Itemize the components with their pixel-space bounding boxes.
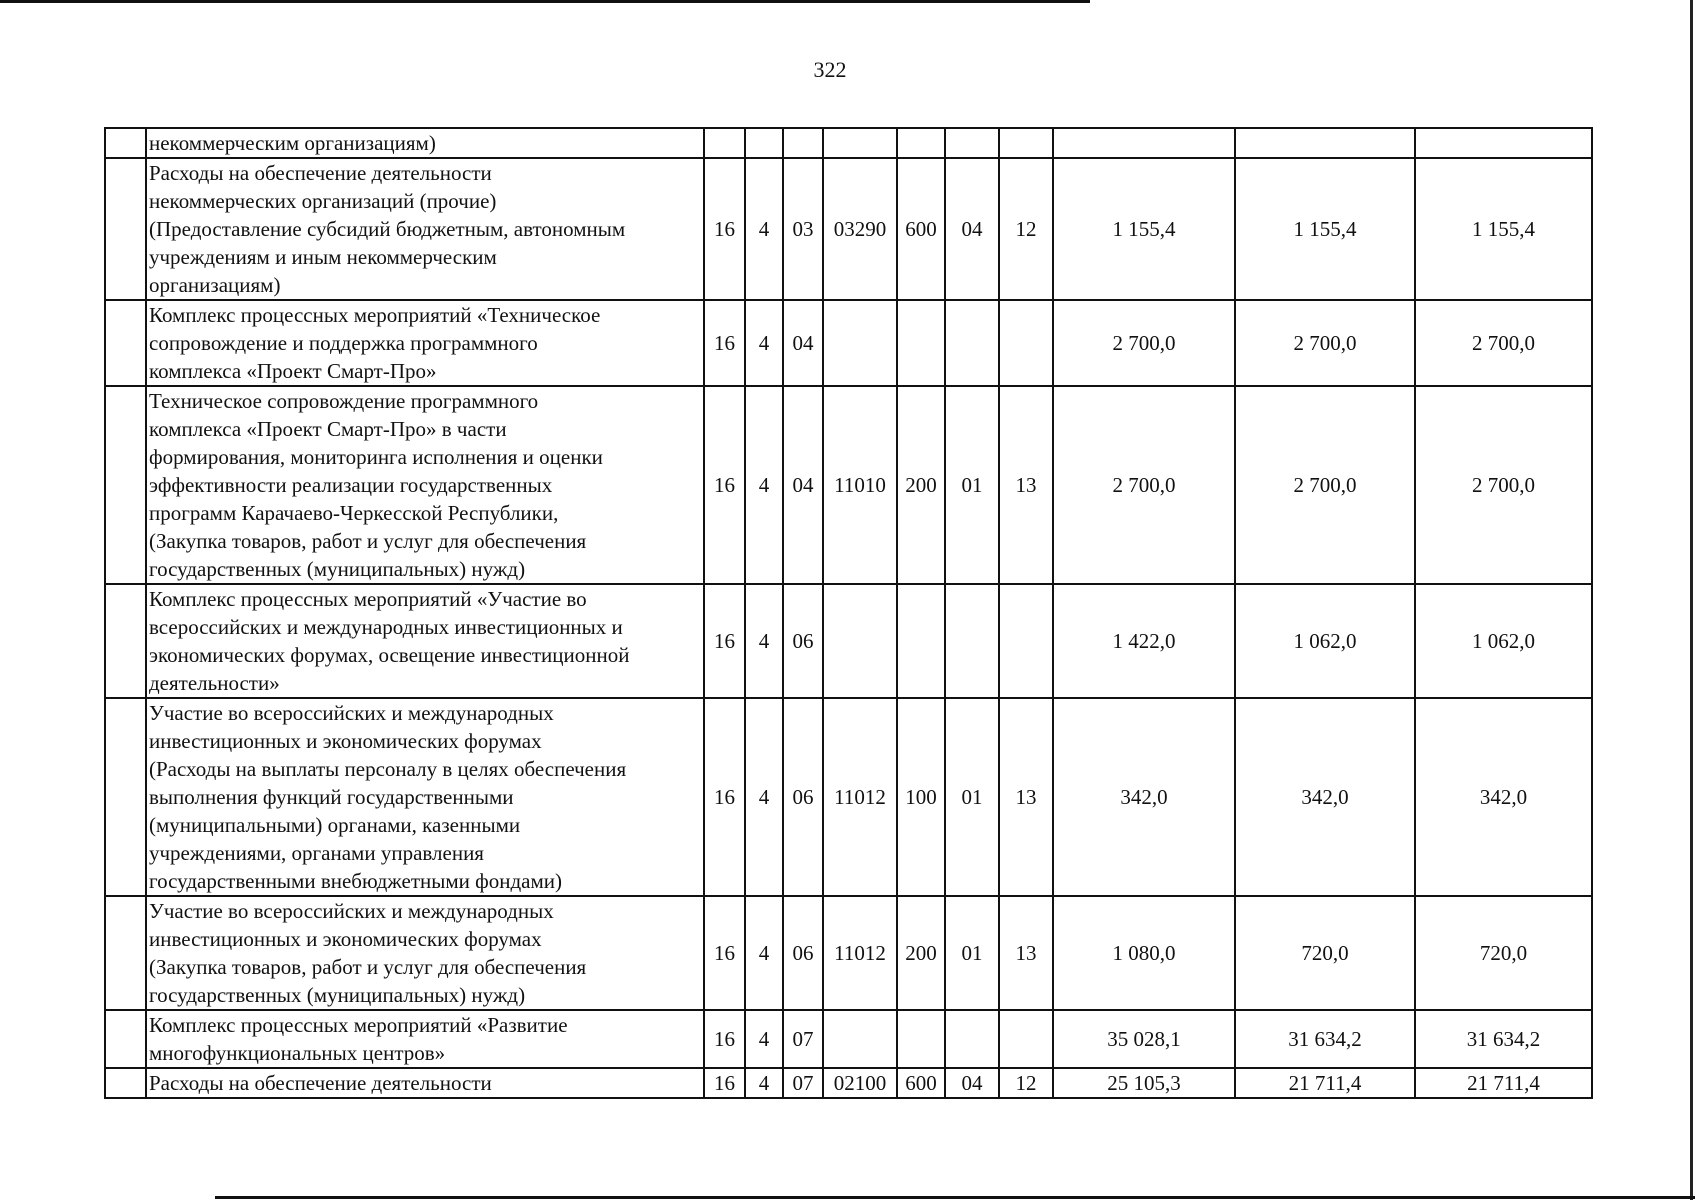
code-cell: 06 [783, 698, 823, 896]
code-cell [823, 1010, 897, 1068]
code-cell: 07 [783, 1068, 823, 1098]
amount-cell: 31 634,2 [1415, 1010, 1592, 1068]
code-cell: 04 [945, 158, 999, 300]
code-cell: 16 [704, 698, 745, 896]
row-number-cell [105, 158, 146, 300]
row-name: Комплекс процессных мероприятий «Техническое сопровождение и поддержка программного комплекса «Проект Смарт-Про» [146, 300, 704, 386]
amount-cell: 2 700,0 [1415, 386, 1592, 584]
page-number: 322 [813, 57, 847, 82]
code-cell [945, 300, 999, 386]
table-row [105, 1068, 1592, 1098]
scan-bottom-rule [215, 1196, 1695, 1199]
table-row [105, 584, 1592, 698]
code-cell [823, 300, 897, 386]
code-cell: 11010 [823, 386, 897, 584]
amount-cell: 2 700,0 [1053, 386, 1235, 584]
code-cell [999, 128, 1053, 158]
code-cell: 03290 [823, 158, 897, 300]
code-cell: 04 [783, 300, 823, 386]
code-cell: 13 [999, 698, 1053, 896]
amount-cell: 342,0 [1053, 698, 1235, 896]
code-cell [999, 584, 1053, 698]
amount-cell: 1 422,0 [1053, 584, 1235, 698]
scan-top-rule [0, 0, 1090, 3]
table-row [105, 1010, 1592, 1068]
code-cell [945, 584, 999, 698]
scan-right-rule [1690, 0, 1693, 1200]
amount-cell: 342,0 [1235, 698, 1415, 896]
code-cell [945, 128, 999, 158]
code-cell: 4 [745, 300, 783, 386]
amount-cell: 1 062,0 [1235, 584, 1415, 698]
amount-cell: 25 105,3 [1053, 1068, 1235, 1098]
amount-cell: 21 711,4 [1415, 1068, 1592, 1098]
row-number-cell [105, 128, 146, 158]
code-cell [704, 128, 745, 158]
code-cell: 4 [745, 584, 783, 698]
code-cell: 16 [704, 1068, 745, 1098]
code-cell: 16 [704, 158, 745, 300]
amount-cell: 1 155,4 [1235, 158, 1415, 300]
amount-cell: 35 028,1 [1053, 1010, 1235, 1068]
code-cell: 12 [999, 1068, 1053, 1098]
row-number-cell [105, 1010, 146, 1068]
code-cell [897, 1010, 945, 1068]
code-cell [999, 1010, 1053, 1068]
amount-cell: 1 080,0 [1053, 896, 1235, 1010]
code-cell: 200 [897, 386, 945, 584]
code-cell [783, 128, 823, 158]
amount-cell: 342,0 [1415, 698, 1592, 896]
code-cell: 600 [897, 158, 945, 300]
amount-cell: 1 062,0 [1415, 584, 1592, 698]
row-name: Расходы на обеспечение деятельности некоммерческих организаций (прочие) (Предоставление субсидий бюджетным, автономным учреждениям и иным некоммерческим организациям) [146, 158, 704, 300]
budget-table [104, 127, 1593, 1099]
code-cell: 4 [745, 1068, 783, 1098]
row-number-cell [105, 300, 146, 386]
amount-cell: 2 700,0 [1415, 300, 1592, 386]
code-cell: 4 [745, 1010, 783, 1068]
row-name: Участие во всероссийских и международных инвестиционных и экономических форумах (Расходы на выплаты персоналу в целях обеспечения выполнения функций государственными (муниципальными) органами, казенными учреждениями, органами управления государственными внебюджетными фондами) [146, 698, 704, 896]
row-number-cell [105, 584, 146, 698]
code-cell: 01 [945, 386, 999, 584]
row-name: Техническое сопровождение программного комплекса «Проект Смарт-Про» в части формирования, мониторинга исполнения и оценки эффективности реализации государственных программ Карачаево-Черкесской Республики, (Закупка товаров, работ и услуг для обеспечения государственных (муниципальных) нужд) [146, 386, 704, 584]
row-number-cell [105, 386, 146, 584]
code-cell: 16 [704, 896, 745, 1010]
code-cell: 11012 [823, 896, 897, 1010]
code-cell: 03 [783, 158, 823, 300]
table-row [105, 386, 1592, 584]
code-cell: 200 [897, 896, 945, 1010]
amount-cell [1235, 128, 1415, 158]
code-cell: 16 [704, 300, 745, 386]
amount-cell: 720,0 [1415, 896, 1592, 1010]
table-row [105, 698, 1592, 896]
code-cell: 4 [745, 896, 783, 1010]
table-row [105, 896, 1592, 1010]
code-cell: 16 [704, 1010, 745, 1068]
code-cell [823, 584, 897, 698]
code-cell [823, 128, 897, 158]
row-number-cell [105, 1068, 146, 1098]
amount-cell: 21 711,4 [1235, 1068, 1415, 1098]
amount-cell: 720,0 [1235, 896, 1415, 1010]
code-cell: 12 [999, 158, 1053, 300]
code-cell [745, 128, 783, 158]
row-number-cell [105, 698, 146, 896]
code-cell: 04 [783, 386, 823, 584]
amount-cell: 1 155,4 [1053, 158, 1235, 300]
code-cell: 13 [999, 386, 1053, 584]
code-cell: 600 [897, 1068, 945, 1098]
amount-cell: 2 700,0 [1235, 386, 1415, 584]
code-cell: 4 [745, 386, 783, 584]
code-cell: 01 [945, 698, 999, 896]
code-cell: 13 [999, 896, 1053, 1010]
code-cell: 04 [945, 1068, 999, 1098]
code-cell [897, 128, 945, 158]
amount-cell [1415, 128, 1592, 158]
code-cell: 11012 [823, 698, 897, 896]
code-cell: 16 [704, 386, 745, 584]
table-row [105, 300, 1592, 386]
row-name: Расходы на обеспечение деятельности [146, 1068, 704, 1098]
code-cell: 07 [783, 1010, 823, 1068]
code-cell: 02100 [823, 1068, 897, 1098]
amount-cell: 2 700,0 [1235, 300, 1415, 386]
row-name: Комплекс процессных мероприятий «Участие во всероссийских и международных инвестиционных и экономических форумах, освещение инвестиционной деятельности» [146, 584, 704, 698]
row-name: Участие во всероссийских и международных инвестиционных и экономических форумах (Закупка товаров, работ и услуг для обеспечения государственных (муниципальных) нужд) [146, 896, 704, 1010]
row-name: некоммерческим организациям) [146, 128, 704, 158]
amount-cell: 31 634,2 [1235, 1010, 1415, 1068]
code-cell [897, 300, 945, 386]
code-cell: 4 [745, 158, 783, 300]
row-number-cell [105, 896, 146, 1010]
code-cell: 16 [704, 584, 745, 698]
table-row [105, 158, 1592, 300]
table-row [105, 128, 1592, 158]
code-cell: 4 [745, 698, 783, 896]
code-cell: 01 [945, 896, 999, 1010]
code-cell: 100 [897, 698, 945, 896]
row-name: Комплекс процессных мероприятий «Развитие многофункциональных центров» [146, 1010, 704, 1068]
amount-cell: 2 700,0 [1053, 300, 1235, 386]
code-cell: 06 [783, 896, 823, 1010]
amount-cell [1053, 128, 1235, 158]
amount-cell: 1 155,4 [1415, 158, 1592, 300]
code-cell: 06 [783, 584, 823, 698]
code-cell [945, 1010, 999, 1068]
code-cell [999, 300, 1053, 386]
code-cell [897, 584, 945, 698]
